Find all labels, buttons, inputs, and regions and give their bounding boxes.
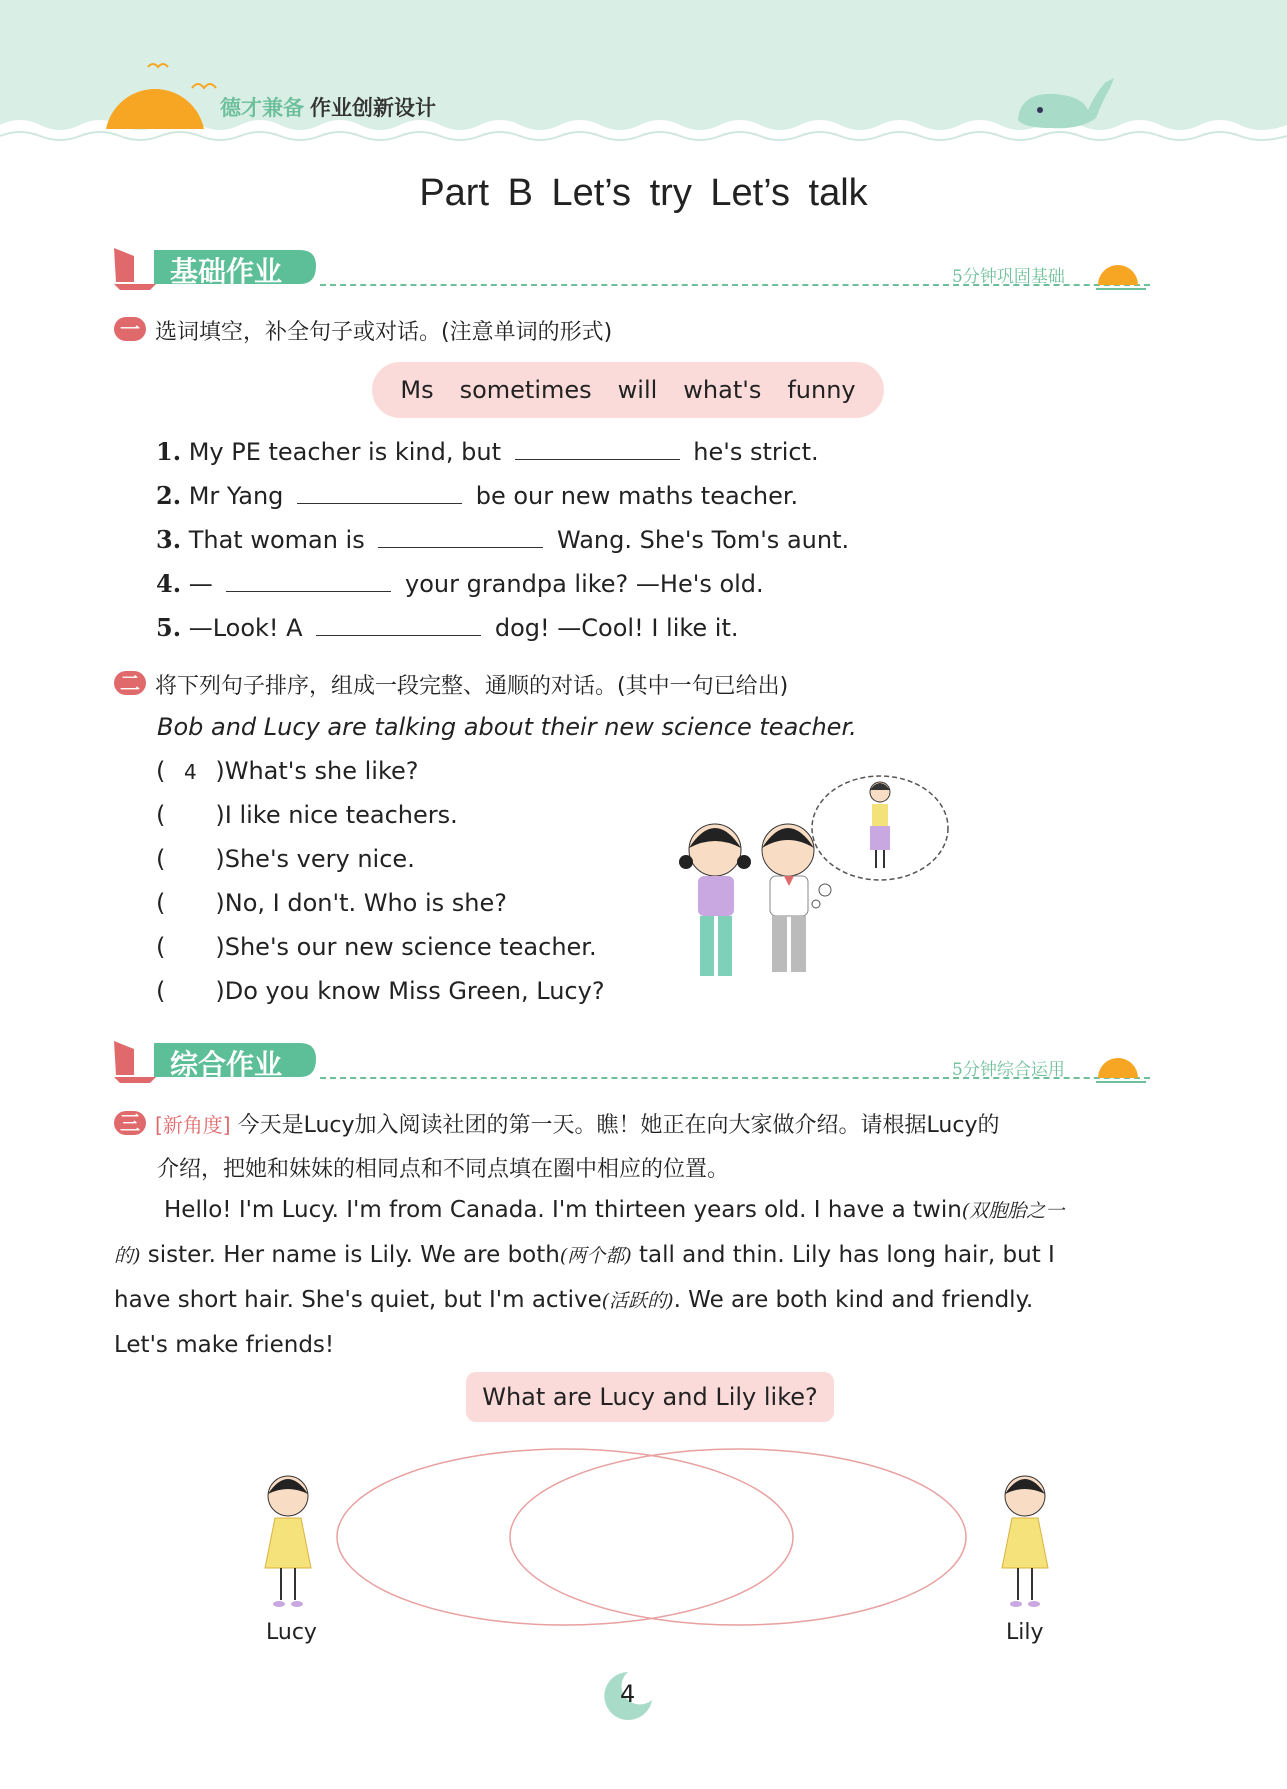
brand-main: 作业创新设计	[310, 96, 436, 120]
section-note-comprehensive: 5分钟综合运用	[952, 1060, 1065, 1080]
question-number: 二	[120, 671, 140, 695]
brand-accent: 德才兼备	[220, 96, 304, 120]
order-item	[156, 977, 605, 1005]
fill-item	[156, 525, 849, 554]
sun-small-icon	[1094, 255, 1148, 295]
order-text: )She's very nice.	[215, 845, 415, 873]
paren-open: (	[156, 977, 166, 1005]
passage-text: Let's make friends!	[114, 1332, 335, 1358]
section-label-basic: 基础作业	[170, 255, 283, 288]
item-number: 5.	[156, 613, 182, 642]
venn-question: What are Lucy and Lily like?	[466, 1372, 834, 1422]
section-label-comprehensive: 综合作业	[170, 1048, 283, 1081]
paren-open: (	[156, 757, 166, 785]
paren-open: (	[156, 889, 166, 917]
order-text: )Do you know Miss Green, Lucy?	[215, 977, 605, 1005]
question-instruction: 选词填空，补全句子或对话。(注意单词的形式)	[155, 320, 613, 345]
item-text-after: dog! —Cool! I like it.	[494, 614, 739, 642]
page-number: 4	[620, 1680, 636, 1708]
gloss: (活跃的)	[601, 1290, 674, 1312]
bird-icon	[190, 78, 220, 98]
dialogue-context: Bob and Lucy are talking about their new science teacher.	[157, 713, 857, 741]
item-text-after: be our new maths teacher.	[475, 482, 799, 510]
answer-blank[interactable]	[226, 569, 391, 592]
section-note-basic: 5分钟巩固基础	[952, 267, 1065, 287]
word-bank-item: what's	[683, 376, 762, 404]
order-answer[interactable]: 4	[184, 760, 197, 784]
question-number-badge	[114, 317, 146, 341]
item-text-before: My PE teacher is kind, but	[188, 438, 501, 466]
fill-item	[156, 437, 819, 466]
venn-diagram	[330, 1445, 980, 1635]
item-text-after: he's strict.	[693, 438, 819, 466]
reading-passage	[114, 1188, 1148, 1367]
order-text: )She's our new science teacher.	[215, 933, 597, 961]
order-text: )No, I don't. Who is she?	[215, 889, 508, 917]
answer-blank[interactable]	[316, 613, 481, 636]
lucy-figure	[255, 1468, 321, 1618]
question-number-badge	[114, 671, 146, 695]
item-number: 2.	[156, 481, 182, 510]
order-item	[156, 801, 458, 829]
instruction-line-2: 介绍，把她和妹妹的相同点和不同点填在圈中相应的位置。	[157, 1157, 730, 1182]
venn-circle-left	[337, 1449, 793, 1625]
venn-circle-right	[510, 1449, 966, 1625]
page-title: Part B Let’s try Let’s talk	[419, 172, 868, 214]
item-number: 3.	[156, 525, 182, 554]
word-bank-item: will	[617, 376, 658, 404]
item-number: 1.	[156, 437, 182, 466]
gloss: (两个都)	[559, 1245, 632, 1267]
passage-text: . We are both kind and friendly.	[673, 1287, 1034, 1313]
word-bank-item: sometimes	[459, 376, 592, 404]
item-text-after: Wang. She's Tom's aunt.	[557, 526, 850, 554]
passage-text: Hello! I'm Lucy. I'm from Canada. I'm thirteen years old. I have a twin	[164, 1197, 962, 1223]
item-text-before: —Look! A	[188, 614, 303, 642]
order-item	[156, 757, 419, 785]
question-number-badge	[114, 1111, 146, 1135]
question-number: 一	[120, 317, 140, 341]
word-bank	[372, 362, 884, 418]
answer-blank[interactable]	[378, 525, 543, 548]
item-number: 4.	[156, 569, 182, 598]
word-bank-item: Ms	[400, 376, 434, 404]
passage-text: sister. Her name is Lily. We are both	[140, 1242, 560, 1268]
order-text: )I like nice teachers.	[215, 801, 458, 829]
gloss: (双胞胎之一	[961, 1200, 1065, 1222]
sun-small-icon	[1094, 1048, 1148, 1088]
question-number: 三	[120, 1111, 140, 1135]
lily-label: Lily	[1006, 1620, 1044, 1645]
lily-figure	[992, 1468, 1058, 1618]
lucy-label: Lucy	[266, 1620, 317, 1645]
gloss: 的)	[114, 1245, 141, 1267]
answer-blank[interactable]	[297, 481, 462, 504]
paren-open: (	[156, 933, 166, 961]
whale-icon	[1010, 72, 1120, 132]
instruction-line-1: 今天是Lucy加入阅读社团的第一天。瞧！她正在向大家做介绍。请根据Lucy的	[237, 1113, 1000, 1138]
fill-item	[156, 481, 798, 510]
question-instruction	[155, 1108, 999, 1139]
question-instruction: 将下列句子排序，组成一段完整、通顺的对话。(其中一句已给出)	[155, 674, 789, 699]
paren-open: (	[156, 845, 166, 873]
passage-text: have short hair. She's quiet, but I'm active	[114, 1287, 602, 1313]
item-text-after: your grandpa like? —He's old.	[404, 570, 764, 598]
kids-illustration	[670, 770, 970, 990]
item-text-before: —	[188, 570, 213, 598]
new-angle-tag: [新角度]	[155, 1113, 231, 1137]
order-item	[156, 889, 507, 917]
passage-text: tall and thin. Lily has long hair, but I	[631, 1242, 1055, 1268]
fill-item	[156, 613, 739, 642]
order-item	[156, 845, 415, 873]
item-text-before: That woman is	[188, 526, 365, 554]
order-text: )What's she like?	[215, 757, 419, 785]
order-item	[156, 933, 597, 961]
brand	[220, 92, 436, 122]
fill-item	[156, 569, 764, 598]
answer-blank[interactable]	[515, 437, 680, 460]
paren-open: (	[156, 801, 166, 829]
item-text-before: Mr Yang	[188, 482, 284, 510]
word-bank-item: funny	[787, 376, 856, 404]
